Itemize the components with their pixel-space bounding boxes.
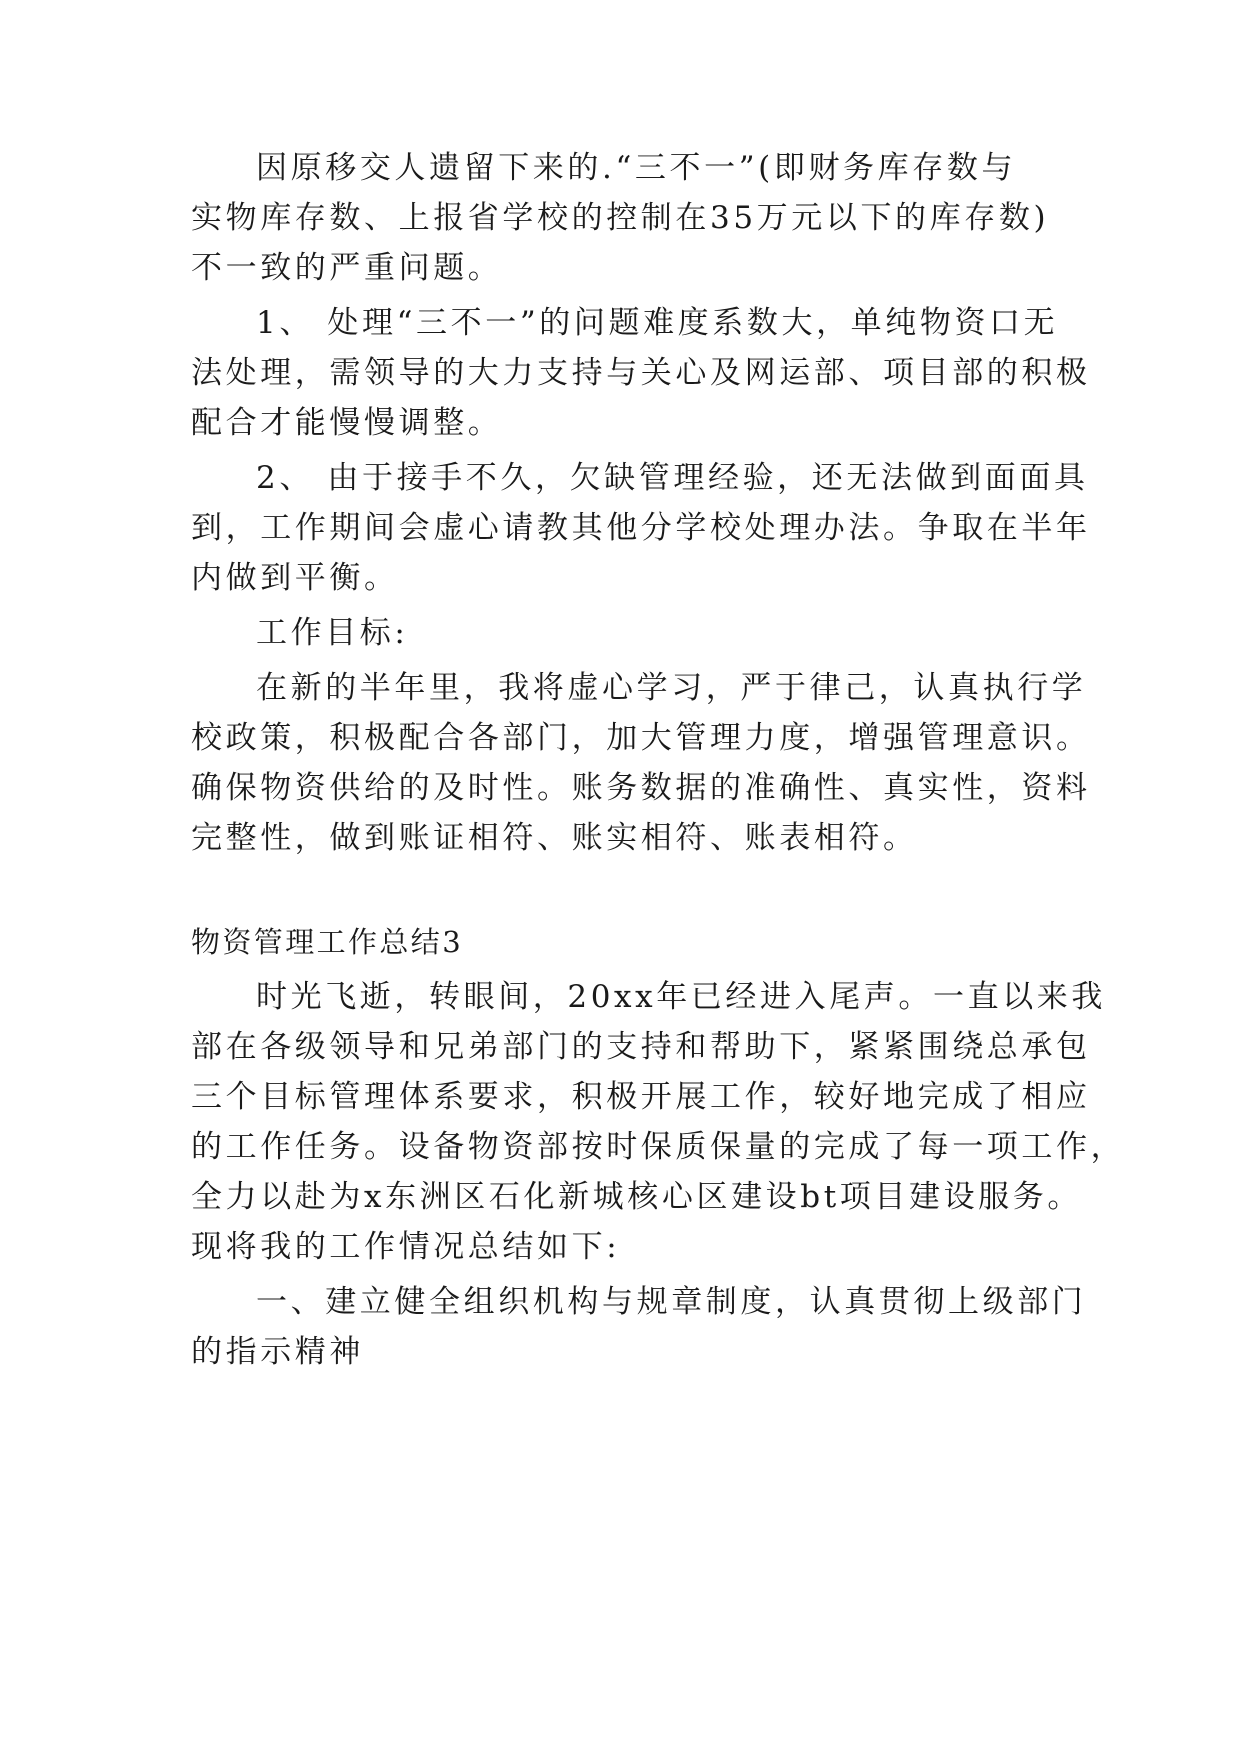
paragraph-line: 校政策，积极配合各部门，加大管理力度，增强管理意识。	[191, 720, 1091, 756]
paragraph-line: 确保物资供给的及时性。账务数据的准确性、真实性，资料	[191, 770, 1091, 806]
paragraph-line: 因原移交人遗留下来的.“三不一”(即财务库存数与	[256, 150, 1017, 186]
paragraph-line: 到，工作期间会虚心请教其他分学校处理办法。争取在半年	[191, 510, 1091, 546]
subheading: 工作目标:	[256, 615, 409, 651]
paragraph-line: 在新的半年里，我将虚心学习，严于律己，认真执行学	[256, 670, 1087, 706]
paragraph-line: 2、 由于接手不久，欠缺管理经验，还无法做到面面具	[256, 460, 1089, 496]
paragraph-line: 内做到平衡。	[191, 560, 399, 596]
paragraph-line: 现将我的工作情况总结如下:	[191, 1229, 621, 1265]
section-title: 物资管理工作总结3	[191, 925, 464, 959]
paragraph-line: 配合才能慢慢调整。	[191, 405, 503, 441]
paragraph-line: 不一致的严重问题。	[191, 250, 503, 286]
paragraph-line: 的工作任务。设备物资部按时保质保量的完成了每一项工作，	[191, 1129, 1126, 1165]
paragraph-line: 三个目标管理体系要求，积极开展工作，较好地完成了相应	[191, 1079, 1091, 1115]
paragraph-line: 的指示精神	[191, 1334, 364, 1370]
paragraph-line: 1、 处理“三不一”的问题难度系数大，单纯物资口无	[256, 305, 1059, 341]
paragraph-line: 一、建立健全组织机构与规章制度，认真贯彻上级部门	[256, 1284, 1087, 1320]
paragraph-line: 全力以赴为x东洲区石化新城核心区建设bt项目建设服务。	[191, 1179, 1082, 1215]
paragraph-line: 完整性，做到账证相符、账实相符、账表相符。	[191, 820, 918, 856]
paragraph-line: 部在各级领导和兄弟部门的支持和帮助下，紧紧围绕总承包	[191, 1029, 1091, 1065]
paragraph-line: 时光飞逝，转眼间，20xx年已经进入尾声。一直以来我	[256, 979, 1107, 1015]
paragraph-line: 法处理，需领导的大力支持与关心及网运部、项目部的积极	[191, 355, 1091, 391]
paragraph-line: 实物库存数、上报省学校的控制在35万元以下的库存数)	[191, 200, 1050, 236]
